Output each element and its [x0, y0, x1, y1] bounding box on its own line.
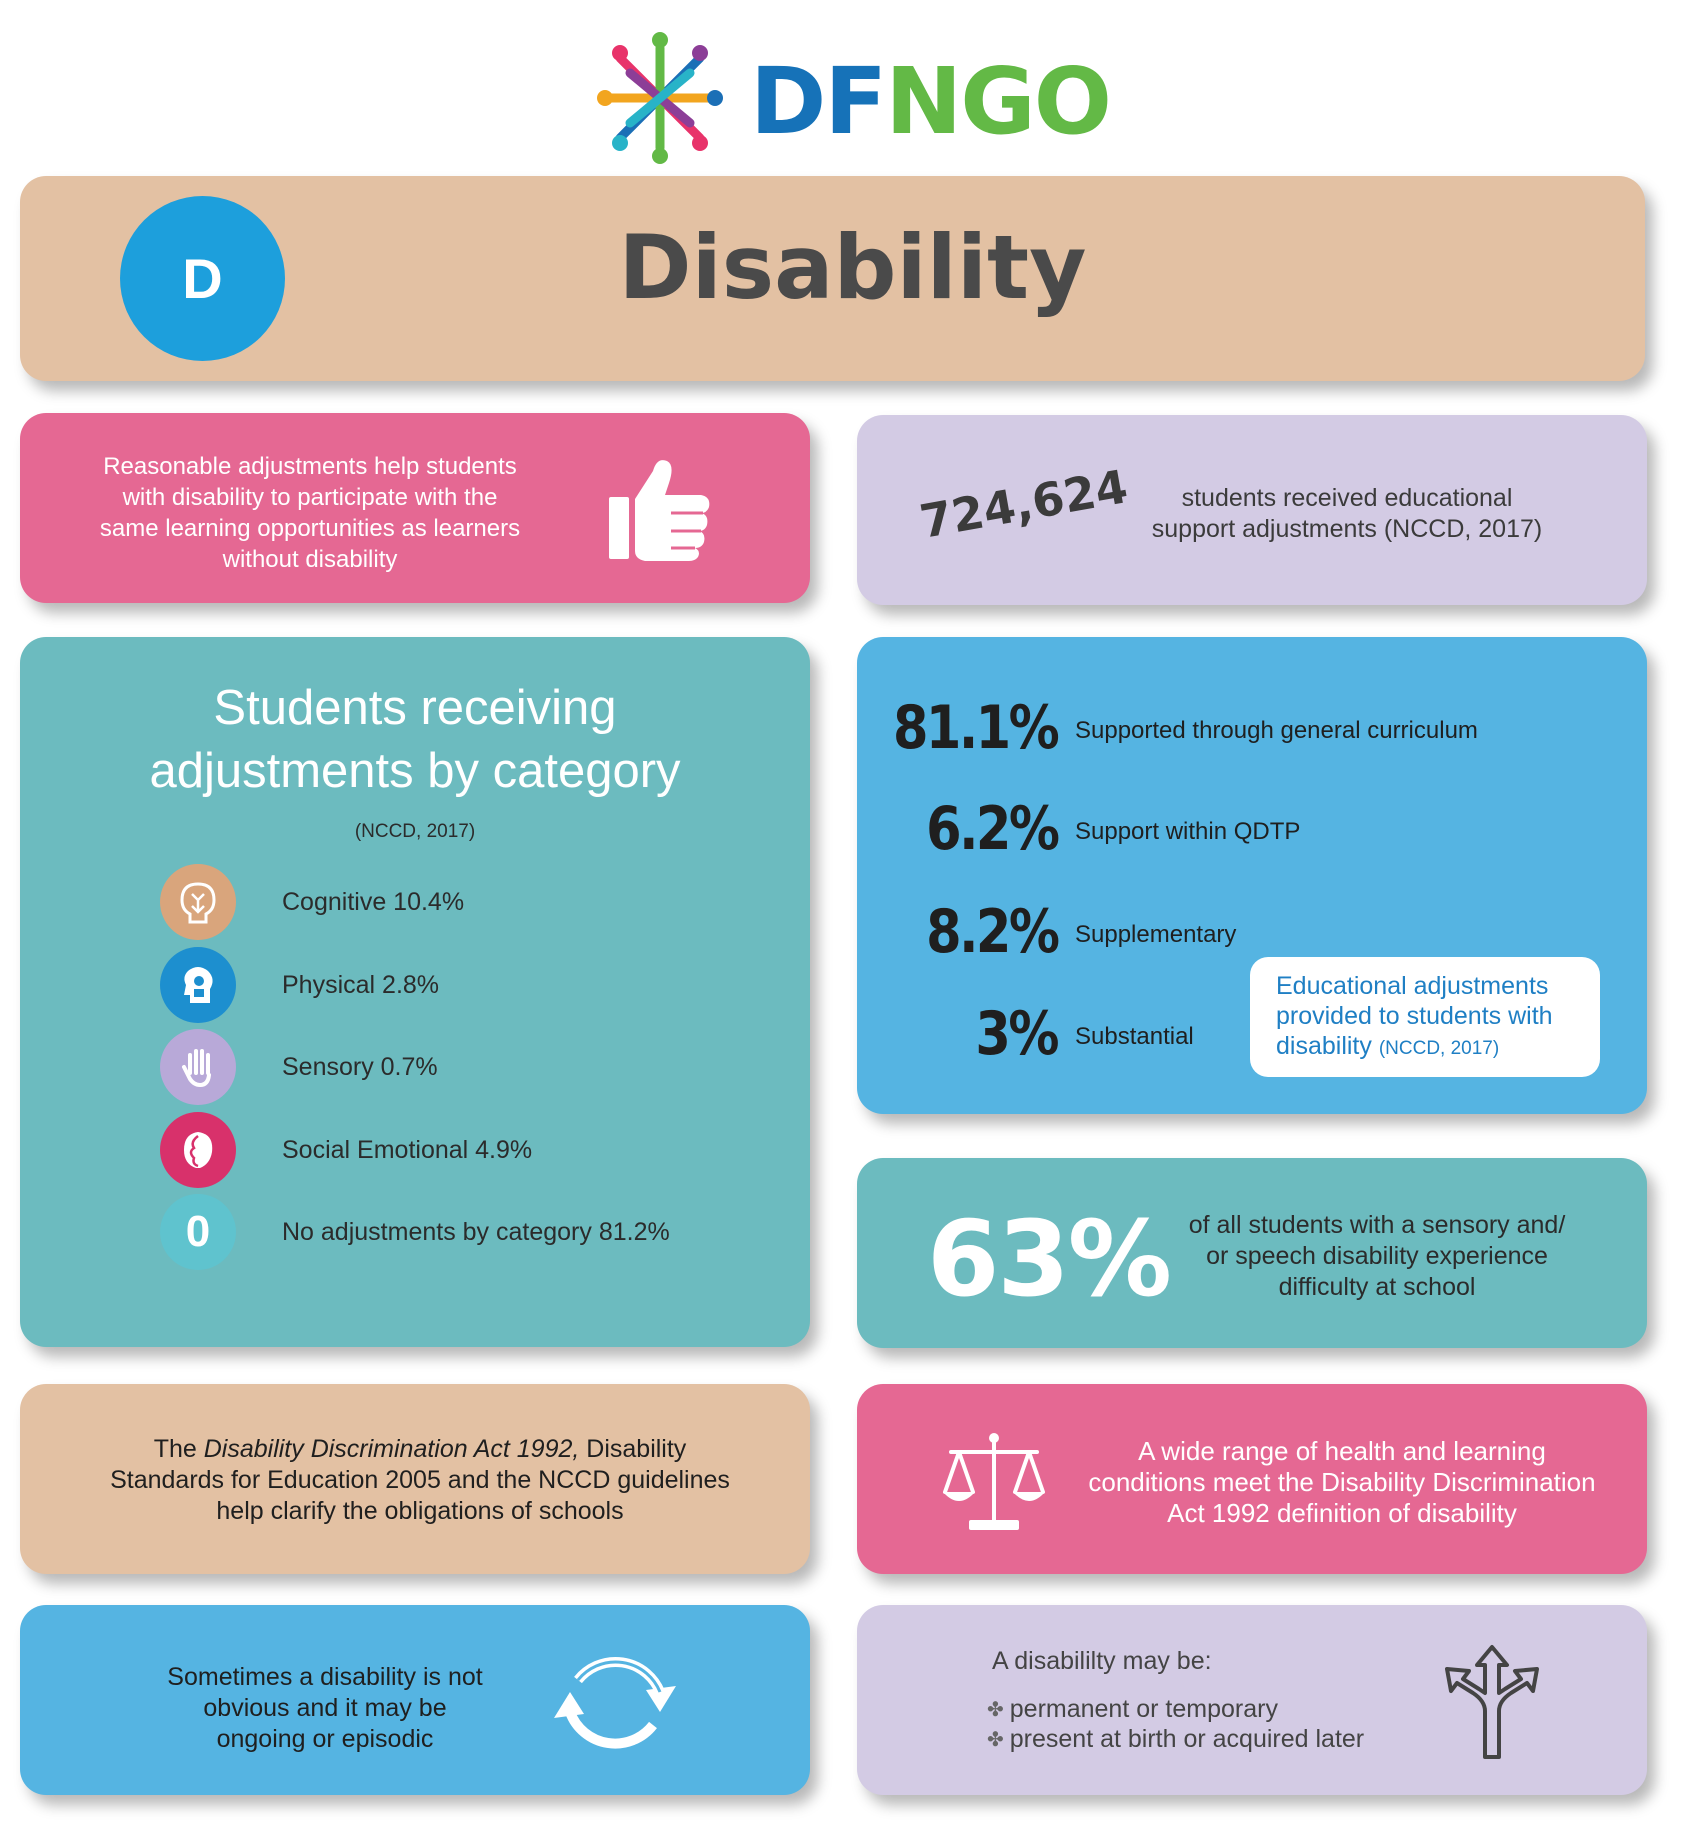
may-be-card [857, 1605, 1647, 1795]
categories-source: (NCCD, 2017) [354, 821, 476, 842]
students-count-card [857, 415, 1647, 605]
levels-note-text: Educational adjustments provided to students with disability [1276, 972, 1553, 1060]
may-be-intro: A disabililty may be: [992, 1647, 1212, 1675]
may-be-item: ✤ present at birth or acquired later [987, 1725, 1365, 1753]
category-row-sensory [160, 1029, 438, 1105]
may-be-item: ✤ permanent or temporary [987, 1695, 1278, 1723]
letter-badge: D [120, 196, 285, 361]
category-label: Social Emotional 4.9% [282, 1135, 533, 1164]
adjustments-text: Reasonable adjustments help students with disability to participate with the same learning opportunities as learners without disability [99, 453, 521, 573]
level-value: 81.1% [892, 693, 1057, 763]
face-profile-icon [160, 1112, 236, 1188]
categories-card [20, 637, 810, 1347]
level-value: 6.2% [925, 794, 1057, 864]
level-row [857, 693, 1647, 763]
definition-card [857, 1384, 1647, 1574]
students-count-text: students received educational support adjustments (NCCD, 2017) [1151, 484, 1543, 543]
page-title: Disability [618, 216, 1087, 319]
brain-head-icon [160, 864, 236, 940]
flower-bullet-icon: ✤ [987, 1699, 1004, 1721]
fork-arrows-icon [1437, 1641, 1547, 1761]
category-label: Physical 2.8% [282, 970, 440, 999]
scales-icon [939, 1430, 1049, 1536]
zero-icon: 0 [160, 1194, 236, 1270]
sensory-stat-card [857, 1158, 1647, 1348]
adjustments-card [20, 413, 810, 603]
level-value: 8.2% [925, 897, 1057, 967]
level-value: 3% [975, 999, 1057, 1069]
students-count-number: 724,624 [915, 459, 1132, 549]
category-row-social-emotional [160, 1112, 532, 1188]
logo-ngo-text: NGO [885, 48, 1110, 155]
definition-text: A wide range of health and learning conditions meet the Disability Discrimination Act 1992 definition of disability [1088, 1436, 1596, 1528]
legislation-text: The Disability Discrimination Act 1992, Disability Standards for Education 2005 and the NCCD guidelines help clarify the obligations of schools [110, 1435, 730, 1525]
level-label: Supported through general curriculum [1075, 717, 1478, 744]
category-label: No adjustments by category 81.2% [282, 1217, 670, 1246]
hand-icon [160, 1029, 236, 1105]
level-label: Supplementary [1075, 921, 1237, 948]
levels-note [1250, 957, 1600, 1077]
category-row-physical [160, 947, 439, 1023]
logo-wordmark [750, 48, 1110, 155]
levels-note-source: (NCCD, 2017) [1378, 1038, 1500, 1059]
logo-df-text: DF [750, 48, 886, 155]
head-figure-icon [160, 947, 236, 1023]
episodic-card [20, 1605, 810, 1795]
episodic-text: Sometimes a disability is not obvious and it may be ongoing or episodic [167, 1663, 483, 1753]
dfngo-logo [590, 28, 1110, 168]
category-label: Sensory 0.7% [282, 1052, 438, 1081]
flower-bullet-icon: ✤ [987, 1729, 1004, 1751]
thumbs-up-icon [605, 453, 715, 563]
level-label: Support within QDTP [1075, 818, 1301, 845]
category-row-cognitive [160, 864, 464, 940]
category-label: Cognitive 10.4% [282, 887, 465, 916]
cycle-arrows-icon [548, 1640, 683, 1765]
adjustment-levels-card [857, 637, 1647, 1114]
title-banner [20, 176, 1645, 381]
legislation-card [20, 1384, 810, 1574]
category-row-no-adjustments [160, 1194, 670, 1270]
categories-title: Students receiving adjustments by category [149, 681, 681, 798]
sensory-stat-text: of all students with a sensory and/ or speech disability experience difficulty at school [1188, 1211, 1566, 1301]
level-row [857, 794, 1647, 864]
people-circle-logo-icon [590, 28, 730, 168]
sensory-stat-number: 63% [927, 1198, 1170, 1320]
level-label: Substantial [1075, 1023, 1194, 1050]
